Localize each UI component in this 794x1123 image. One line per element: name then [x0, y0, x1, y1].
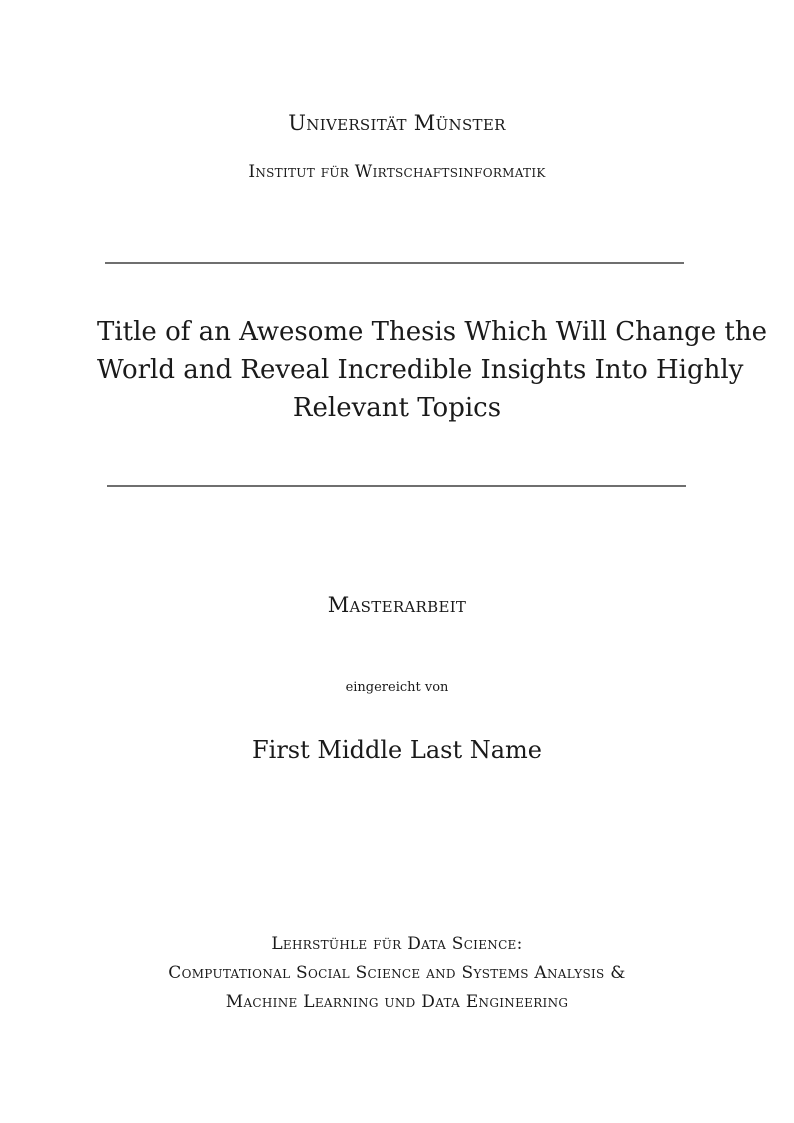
author-name: First Middle Last Name	[252, 736, 542, 764]
thesis-title-line: World and Reveal Incredible Insights Into Highly	[97, 355, 744, 385]
chair-block	[0, 930, 794, 1017]
thesis-title-line: Relevant Topics	[292, 393, 502, 423]
top-rule	[105, 262, 684, 264]
university-name: Universität Münster	[288, 111, 506, 135]
thesis-type: Masterarbeit	[327, 593, 467, 617]
thesis-title-line: Title of an Awesome Thesis Which Will Change the	[97, 317, 768, 347]
bottom-rule	[107, 485, 686, 487]
chair-line: Lehrstühle für Data Science:	[271, 934, 523, 954]
chair-line: Machine Learning und Data Engineering	[225, 992, 569, 1012]
thesis-title	[97, 313, 768, 427]
chair-line: Computational Social Science and Systems Analysis &	[168, 963, 626, 983]
submitted-by-label: eingereicht von	[345, 680, 449, 695]
institute-name: Institut für Wirtschaftsinformatik	[248, 162, 546, 182]
